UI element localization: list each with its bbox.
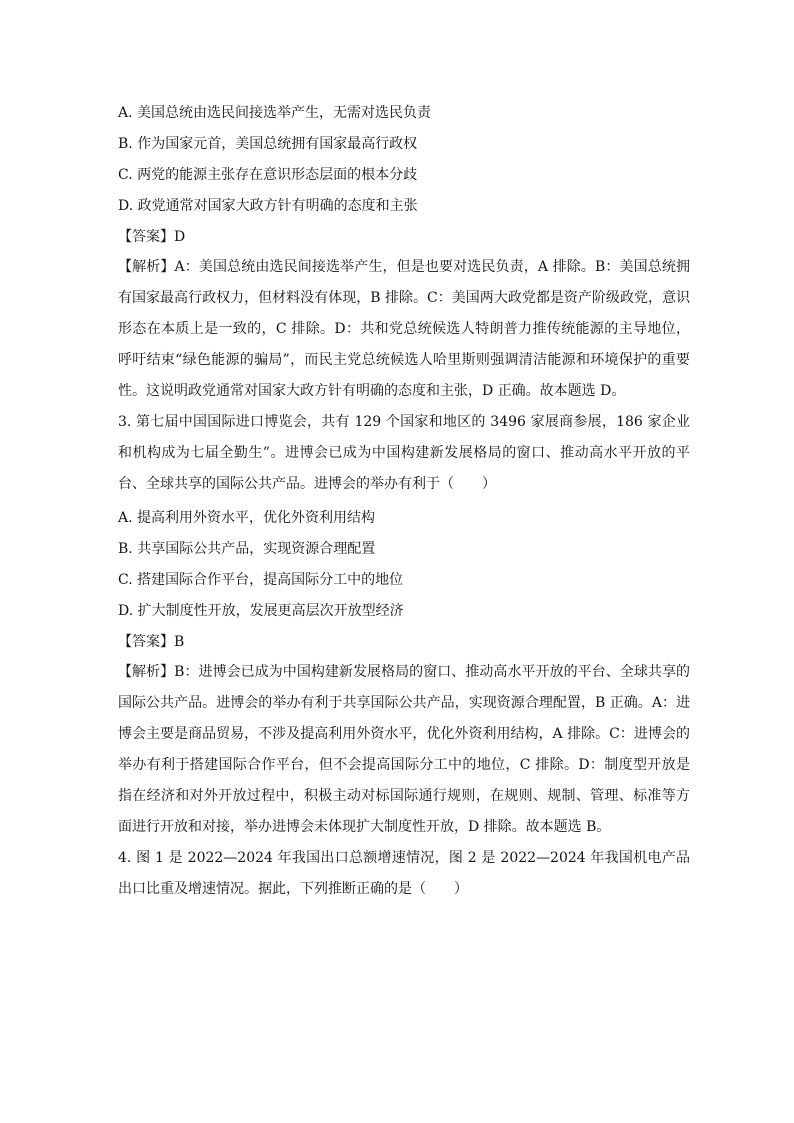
q3-answer: 【答案】B: [118, 634, 185, 650]
q2-analysis: 【解析】A：美国总统由选民间接选举产生，但是也要对选民负责，A 排除。B：美国总统拥有国家最高行政权力，但材料没有体现，B 排除。C：美国两大政党都是资产阶级政党，意识形态在本质上是一致的，C 排除。D：共和党总统候选人特朗普力推传统能源的主导地位，呼吁结束“绿色能源的骗局”，而民主党总统候选人哈里斯则强调清洁能源和环境保护的重要性。这说明政党通常对国家大政方针有明确的态度和主张，D 正确。故本题选 D。: [118, 259, 690, 399]
q3-option-d: D. 扩大制度性开放，发展更高层次开放型经济: [118, 603, 404, 619]
q3-option-a: A. 提高利用外资水平，优化外资利用结构: [118, 510, 376, 526]
q3-stem: 3. 第七届中国国际进口博览会，共有 129 个国家和地区的 3496 家展商参展，186 家企业和机构成为七届全勤生”。进博会已成为中国构建新发展格局的窗口、推动高水平开放的平台、全球共享的国际公共产品。进博会的举办有利于（ ）: [118, 414, 690, 492]
q2-option-b: B. 作为国家元首，美国总统拥有国家最高行政权: [118, 136, 418, 152]
q3-option-b: B. 共享国际公共产品，实现资源合理配置: [118, 541, 376, 557]
q2-option-c: C. 两党的能源主张存在意识形态层面的根本分歧: [118, 167, 418, 183]
q4-stem: 4. 图 1 是 2022—2024 年我国出口总额增速情况，图 2 是 2022—2024 年我国机电产品出口比重及增速情况。据此，下列推断正确的是（ ）: [118, 850, 690, 897]
q3-analysis: 【解析】B：进博会已成为中国构建新发展格局的窗口、推动高水平开放的平台、全球共享的国际公共产品。进博会的举办有利于共享国际公共产品，实现资源合理配置，B 正确。A：进博会主要是商品贸易，不涉及提高利用外资水平，优化外资利用结构，A 排除。C：进博会的举办有利于搭建国际合作平台，但不会提高国际分工中的地位，C 排除。D：制度型开放是指在经济和对外开放过程中，积极主动对标国际通行规则，在规则、规制、管理、标准等方面进行开放和对接，举办进博会未体现扩大制度性开放，D 排除。故本题选 B。: [118, 664, 690, 835]
q3-option-c: C. 搭建国际合作平台，提高国际分工中的地位: [118, 572, 404, 588]
q2-answer: 【答案】D: [118, 229, 186, 245]
q2-option-a: A. 美国总统由选民间接选举产生，无需对选民负责: [118, 105, 432, 121]
q2-option-d: D. 政党通常对国家大政方针有明确的态度和主张: [118, 198, 418, 214]
